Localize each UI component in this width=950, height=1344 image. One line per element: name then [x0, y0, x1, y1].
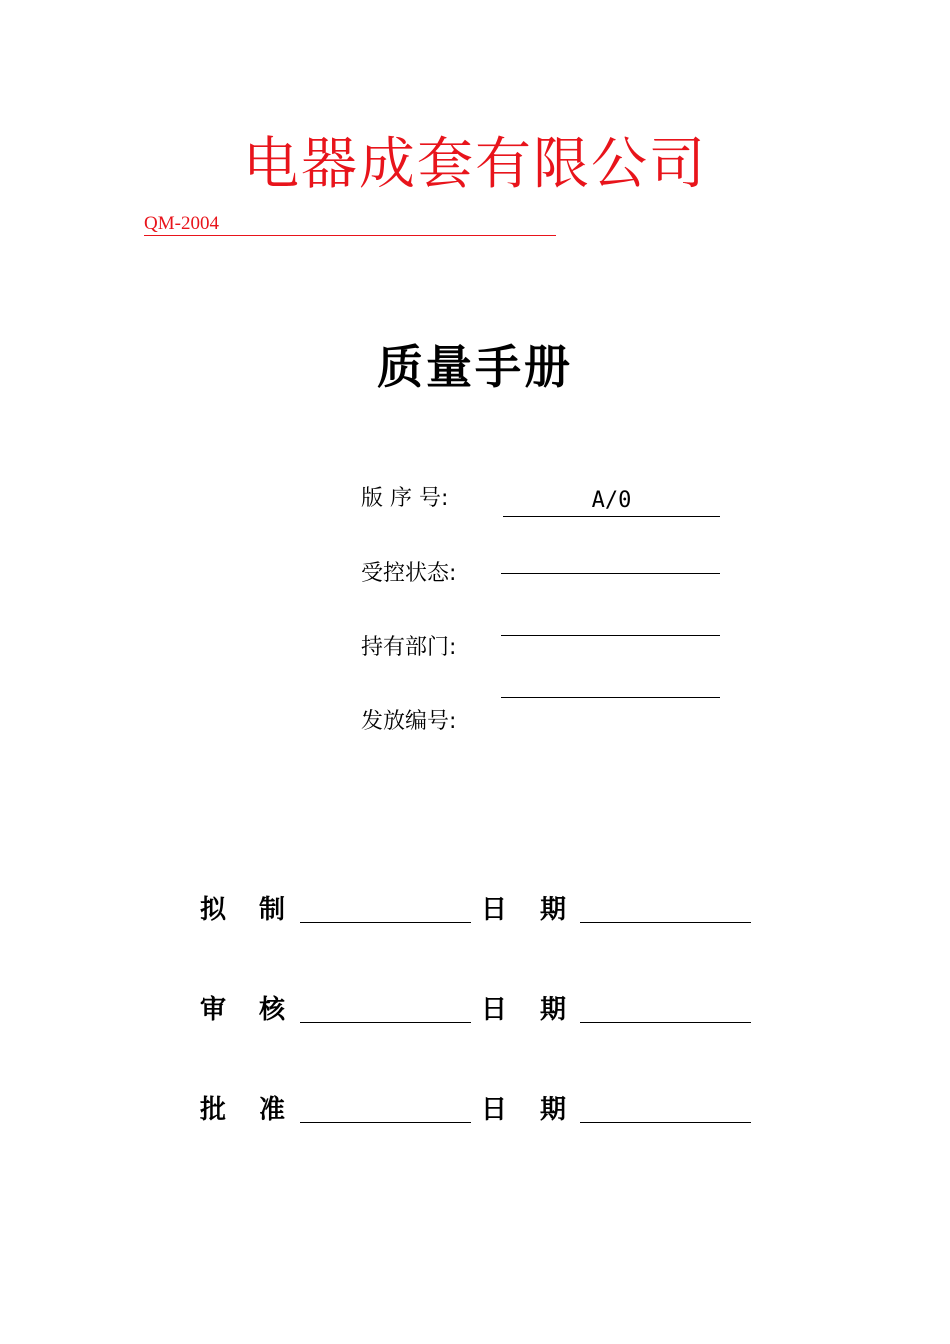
page-title: 质量手册: [377, 340, 573, 394]
field-label-issue-number: 发放编号:: [361, 709, 457, 734]
date-line-drafted[interactable]: [580, 893, 751, 923]
field-line-control-status[interactable]: [501, 545, 720, 574]
date-line-approved[interactable]: [580, 1093, 751, 1123]
date-label-drafted: 日 期: [481, 895, 567, 925]
field-value-version: A/0: [591, 488, 632, 513]
signature-role-approved: 批 准: [200, 1095, 286, 1125]
field-label-control-status: 受控状态:: [361, 561, 457, 586]
signature-role-drafted: 拟 制: [200, 895, 286, 925]
date-label-reviewed: 日 期: [481, 995, 567, 1025]
field-line-issue-number[interactable]: [501, 670, 720, 698]
field-line-version[interactable]: [503, 486, 720, 517]
document-number: QM-2004: [144, 213, 556, 236]
signature-role-reviewed: 审 核: [200, 995, 286, 1025]
signature-line-drafted[interactable]: [300, 893, 471, 923]
signature-line-reviewed[interactable]: [300, 993, 471, 1023]
field-label-holder-department: 持有部门:: [361, 635, 457, 660]
company-name: 电器成套有限公司: [243, 132, 707, 197]
date-label-approved: 日 期: [481, 1095, 567, 1125]
date-line-reviewed[interactable]: [580, 993, 751, 1023]
field-line-holder-department[interactable]: [501, 608, 720, 636]
field-label-version: 版 序 号:: [361, 486, 449, 511]
signature-line-approved[interactable]: [300, 1093, 471, 1123]
